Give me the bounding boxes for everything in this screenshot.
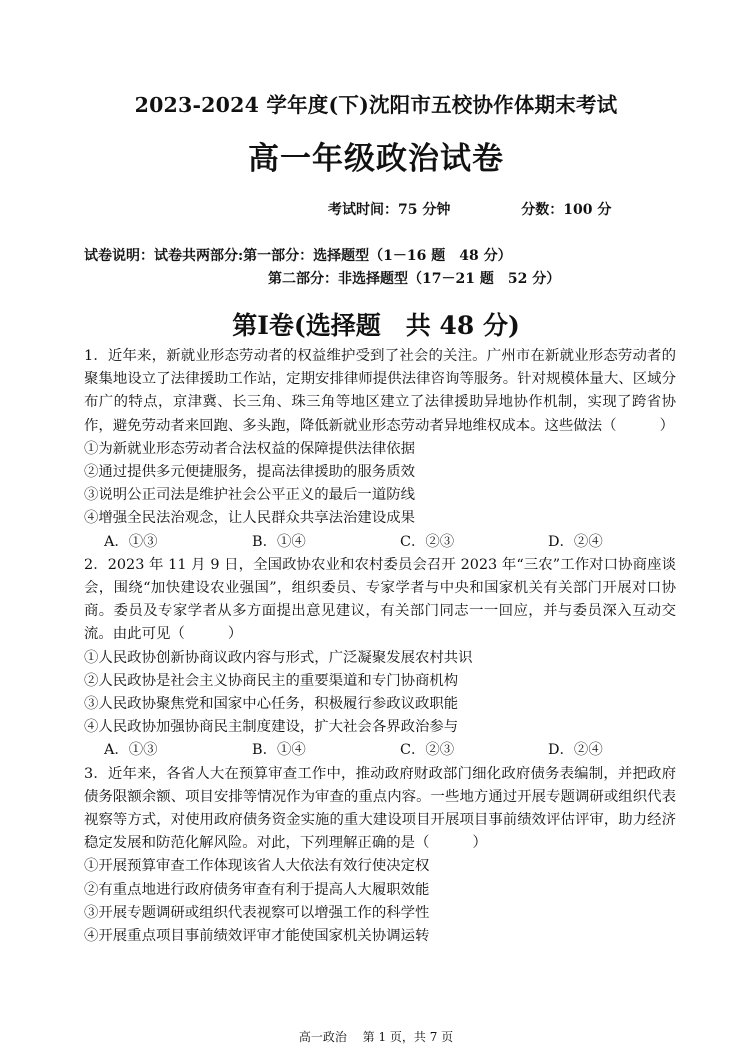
questions-area (84, 345, 676, 948)
question-2-item-1: ①人民政协创新协商议政内容与形式，广泛凝聚发展农村共识 (84, 649, 473, 666)
page-footer (0, 1028, 752, 1045)
footer-subject: 高一政治 (298, 1030, 347, 1044)
exam-title: 2023-2024 学年度(下)沈阳市五校协作体期末考试 (134, 93, 618, 117)
footer-page-number: 第 1 页，共 7 页 (362, 1030, 454, 1044)
question-3-item-1: ①开展预算审查工作体现该省人大依法有效行使决定权 (84, 858, 430, 875)
question-2-option-b: B．①④ (252, 742, 306, 759)
question-1-item-2: ②通过提供多元便捷服务，提高法律援助的服务质效 (84, 464, 415, 481)
question-2-option-d: D．②④ (548, 742, 603, 759)
question-1-option-d: D．②④ (548, 533, 603, 550)
question-1-option-c: C．②③ (400, 533, 455, 550)
question-1-item-1: ①为新就业形态劳动者合法权益的保障提供法律依据 (84, 440, 415, 457)
paper-description-line2: 第二部分：非选择题型（17－21 题 52 分） (268, 271, 561, 287)
question-1-stem: 1．近年来，新就业形态劳动者的权益维护受到了社会的关注。广州市在新就业形态劳动者的聚集地设立了法律援助工作站，定期安排律师提供法律咨询等服务。针对规模体量大、区域分布广的特点，京津冀、长三角、珠三角等地区建立了法律援助异地协作机制，实现了跨省协作，避免劳动者来回跑、多头跑，降低新就业形态劳动者异地维权成本。这些做法（ ） (84, 348, 676, 434)
question-2-option-c: C．②③ (400, 742, 455, 759)
paper-description-line1: 试卷说明：试卷共两部分:第一部分：选择题型（1－16 题 48 分） (84, 248, 512, 264)
question-1-options (84, 531, 676, 554)
paper-title: 高一年级政治试卷 (248, 141, 504, 177)
question-3-item-2: ②有重点地进行政府债务审查有利于提高人大履职效能 (84, 881, 430, 898)
question-2-item-4: ④人民政协加强协商民主制度建设，扩大社会各界政治参与 (84, 719, 459, 736)
question-2-stem: 2．2023 年 11 月 9 日，全国政协农业和农村委员会召开 2023 年“三农”工作对口协商座谈会，围绕“加快建设农业强国”，组织委员、专家学者与中央和国家机关有关部门开展对口协商。委员及专家学者从多方面提出意见建议，有关部门同志一一回应，并与委员深入互动交流。由此可见（ ） (84, 556, 676, 643)
question-1-option-b: B．①④ (252, 533, 306, 550)
exam-meta (328, 199, 611, 219)
question-3-item-3: ③开展专题调研或组织代表视察可以增强工作的科学性 (84, 904, 430, 921)
question-1-option-a: A．①③ (104, 533, 158, 550)
question-3-stem: 3．近年来，各省人大在预算审查工作中，推动政府财政部门细化政府债务表编制，并把政府债务限额余额、项目安排等情况作为审查的重点内容。一些地方通过开展专题调研或组织代表视察等方式，对使用政府债务资金实施的重大建设项目开展项目事前绩效评估评审，助力经济稳定发展和防范化解风险。对此，下列理解正确的是（ ） (84, 765, 676, 852)
question-2-option-a: A．①③ (104, 742, 158, 759)
question-2-item-2: ②人民政协是社会主义协商民主的重要渠道和专门协商机构 (84, 672, 459, 689)
section-title: 第Ⅰ卷(选择题 共 48 分) (232, 311, 520, 340)
question-1-item-3: ③说明公正司法是维护社会公平正义的最后一道防线 (84, 487, 415, 504)
question-2-item-3: ③人民政协聚焦党和国家中心任务，积极履行参政议政职能 (84, 696, 459, 713)
exam-time: 考试时间：75 分钟 (328, 202, 451, 218)
question-1-item-4: ④增强全民法治观念，让人民群众共享法治建设成果 (84, 510, 415, 527)
question-2-options (84, 739, 676, 762)
exam-score: 分数：100 分 (521, 202, 612, 218)
question-3-item-4: ④开展重点项目事前绩效评审才能使国家机关协调运转 (84, 928, 430, 945)
